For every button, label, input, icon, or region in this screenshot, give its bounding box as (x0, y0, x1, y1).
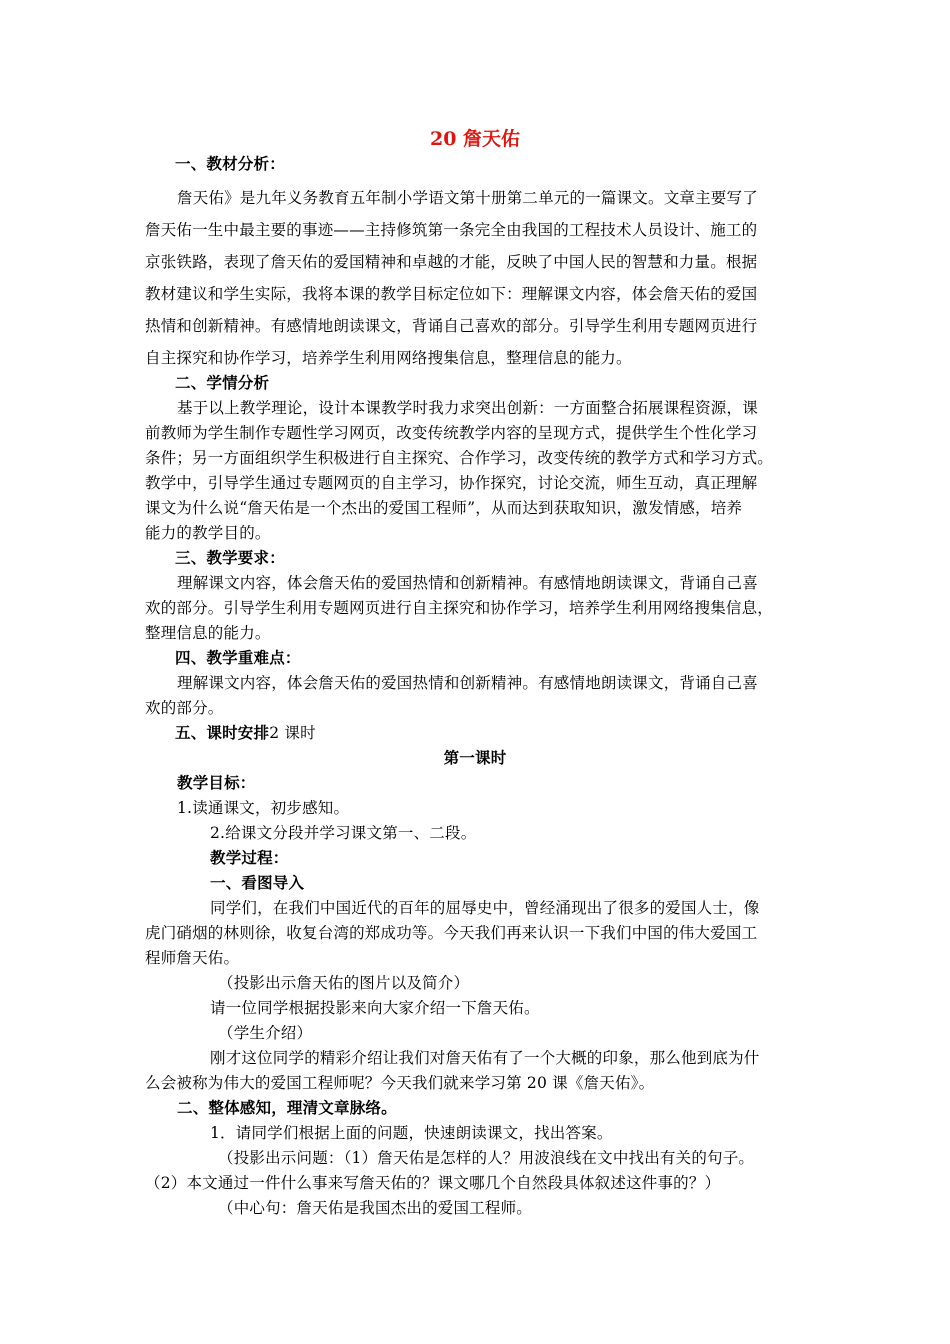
paragraph-line: （投影出示问题：（1）詹天佑是怎样的人？用波浪线在文中找出有关的句子。 (218, 1149, 755, 1167)
paragraph-line: （中心句：詹天佑是我国杰出的爱国工程师。 (218, 1199, 533, 1217)
section-heading-requirements: 三、教学要求： (175, 548, 285, 567)
paragraph-line: 理解课文内容，体会詹天佑的爱国热情和创新精神。有感情地朗读课文，背诵自己喜 (177, 674, 758, 692)
schedule-value: 2 课时 (269, 724, 316, 742)
paragraph-line: 欢的部分。引导学生利用专题网页进行自主探究和协作学习，培养学生利用网络搜集信息， (145, 599, 774, 617)
goal-item: 1.读通课文，初步感知。 (177, 799, 350, 817)
paragraph-line: 请一位同学根据投影来向大家介绍一下詹天佑。 (210, 999, 540, 1017)
section-heading-schedule (175, 721, 950, 745)
section-heading-analysis: 一、教材分析： (175, 154, 285, 173)
document-title: 20 詹天佑 (429, 128, 521, 150)
goals-heading: 教学目标： (177, 773, 256, 792)
paragraph-line: 1．请同学们根据上面的问题，快速朗读课文，找出答案。 (210, 1124, 613, 1142)
paragraph-line: 詹天佑》是九年义务教育五年制小学语文第十册第二单元的一篇课文。文章主要写了 (177, 189, 758, 207)
note-line: （学生介绍） (218, 1024, 313, 1042)
part1-heading: 一、看图导入 (210, 873, 305, 892)
paragraph-line: 程师詹天佑。 (145, 949, 240, 967)
paragraph-line: 条件；另一方面组织学生积极进行自主探究、合作学习，改变传统的教学方式和学习方式。 (145, 449, 774, 467)
paragraph-line: 能力的教学目的。 (145, 524, 271, 542)
lesson-title: 第一课时 (443, 748, 507, 767)
paragraph-line: 詹天佑一生中最主要的事迹——主持修筑第一条完全由我国的工程技术人员设计、施工的 (145, 221, 758, 239)
process-heading: 教学过程： (210, 848, 289, 867)
paragraph-line: 整理信息的能力。 (145, 624, 271, 642)
section-heading-key-points: 四、教学重难点： (175, 648, 301, 667)
note-line: （投影出示詹天佑的图片以及简介） (218, 974, 470, 992)
paragraph-line: 自主探究和协作学习，培养学生利用网络搜集信息，整理信息的能力。 (145, 349, 632, 367)
paragraph-line: 前教师为学生制作专题性学习网页，改变传统教学内容的呈现方式，提供学生个性化学习 (145, 424, 758, 442)
goal-item: 2.给课文分段并学习课文第一、二段。 (210, 824, 477, 842)
paragraph-line: （2）本文通过一件什么事来写詹天佑的？课文哪几个自然段具体叙述这件事的？） (145, 1174, 721, 1192)
paragraph-line: 欢的部分。 (145, 699, 224, 717)
paragraph-line: 教材建议和学生实际，我将本课的教学目标定位如下：理解课文内容，体会詹天佑的爱国 (145, 285, 758, 303)
paragraph-line: 热情和创新精神。有感情地朗读课文，背诵自己喜欢的部分。引导学生利用专题网页进行 (145, 317, 758, 335)
paragraph-line: 同学们，在我们中国近代的百年的屈辱史中，曾经涌现出了很多的爱国人士，像 (210, 899, 760, 917)
paragraph-line: 虎门硝烟的林则徐，收复台湾的郑成功等。今天我们再来认识一下我们中国的伟大爱国工 (145, 924, 758, 942)
paragraph-line: 么会被称为伟大的爱国工程师呢？今天我们就来学习第 20 课《詹天佑》。 (145, 1074, 655, 1092)
paragraph-line: 刚才这位同学的精彩介绍让我们对詹天佑有了一个大概的印象，那么他到底为什 (210, 1049, 760, 1067)
part2-heading: 二、整体感知，理清文章脉络。 (177, 1098, 397, 1117)
paragraph-line: 基于以上教学理论，设计本课教学时我力求突出创新：一方面整合拓展课程资源，课 (177, 399, 758, 417)
paragraph-line: 课文为什么说“詹天佑是一个杰出的爱国工程师”，从而达到获取知识，激发情感，培养 (145, 499, 743, 517)
paragraph-line: 理解课文内容，体会詹天佑的爱国热情和创新精神。有感情地朗读课文，背诵自己喜 (177, 574, 758, 592)
schedule-label: 五、课时安排 (175, 723, 270, 742)
paragraph-line: 京张铁路，表现了詹天佑的爱国精神和卓越的才能，反映了中国人民的智慧和力量。根据 (145, 253, 758, 271)
paragraph-line: 教学中，引导学生通过专题网页的自主学习，协作探究，讨论交流，师生互动，真正理解 (145, 474, 758, 492)
section-heading-students: 二、学情分析 (175, 373, 270, 392)
